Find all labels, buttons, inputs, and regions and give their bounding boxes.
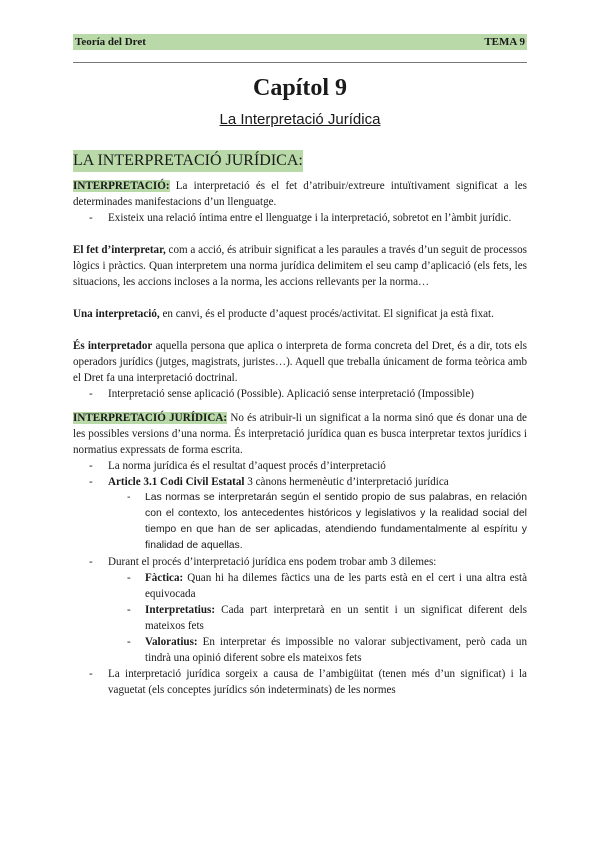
list-item: - Interpretatius: Cada part interpretarà en un sentit i un significat diferent dels mateixos fets <box>108 602 527 634</box>
list-item: - Las normas se interpretarán según el sentido propio de sus palabras, en relación con el contexto, los antecedentes históricos y legislativos y la realidad social del tiempo en que han de ser aplicadas, atendiendo fundamentalmente al espíritu y finalidad de aquellas. <box>108 490 527 554</box>
paragraph-interpretacio-juridica: INTERPRETACIÓ JURÍDICA: No és atribuir-li un significat a la norma sinó que és donar una de les possibles versions d’una norma. És interpretació jurídica quan es busca interpretar textos jurídics i normatius expressats de forma escrita. <box>73 412 527 456</box>
sublist-article <box>108 490 527 554</box>
chapter-subtitle: La Interpretació Jurídica <box>219 111 381 128</box>
header-rule <box>73 62 527 63</box>
term-interpretador: És interpretador <box>73 340 153 352</box>
paragraph-interpretacio: INTERPRETACIÓ: La interpretació és el fet d’atribuir/extreure intuïtivament significat a les determinades manifestacions d’un llenguatge. <box>73 180 527 208</box>
list-item: - Durant el procés d’interpretació jurídica ens podem trobar amb 3 dilemes: - Fàctica: Quan hi ha dilemes fàctics una de les parts està en el cert i una altra està equivocada - Interpretatius: Cada part interpretarà en un sentit i un significat diferent dels mateixos fets - Valoratius: En interpretar és impossible no valorar subjectivament, però cada un tindrà una opinió diferent sobre els mateixos fets <box>73 554 527 666</box>
term-interpretacio: INTERPRETACIÓ: <box>73 180 170 192</box>
header-left: Teoría del Dret <box>75 36 146 48</box>
list-interpretador <box>73 386 527 402</box>
list-interpretacio-juridica <box>73 458 527 698</box>
chapter-title: Capítol 9 <box>252 75 347 101</box>
list-item: - La norma jurídica és el resultat d’aquest procés d’interpretació <box>73 458 527 474</box>
paragraph-interpretador: És interpretador aquella persona que aplica o interpreta de forma concreta del Dret, és a dir, tots els operadors jurídics (jutges, magistrats, juristes…). Aquell que treballa únicament de forma teòrica amb el Dret fa una interpretació doctrinal. <box>73 340 527 384</box>
list-item: - Existeix una relació íntima entre el llenguatge i la interpretació, sobretot en l’àmbit jurídic. <box>73 210 527 226</box>
term-una-interpretacio: Una interpretació, <box>73 308 160 320</box>
sublist-dilemes <box>108 570 527 666</box>
term-interpretacio-juridica: INTERPRETACIÓ JURÍDICA: <box>73 412 228 424</box>
list-interpretacio <box>73 210 527 226</box>
list-item: - Valoratius: En interpretar és impossible no valorar subjectivament, però cada un tindrà una opinió diferent sobre els mateixos fets <box>108 634 527 666</box>
list-item: - Fàctica: Quan hi ha dilemes fàctics una de les parts està en el cert i una altra està equivocada <box>108 570 527 602</box>
list-item: - Interpretació sense aplicació (Possible). Aplicació sense interpretació (Impossible) <box>73 386 527 402</box>
term-fet-interpretar: El fet d’interpretar, <box>73 244 166 256</box>
paragraph-una-interpretacio: Una interpretació, en canvi, és el producte d’aquest procés/activitat. El significat ja està fixat. <box>73 308 494 320</box>
list-item: - La interpretació jurídica sorgeix a causa de l’ambigüitat (tenen més d’un significat) i la vaguetat (els conceptes jurídics són indeterminats) de les normes <box>73 666 527 698</box>
section-title: LA INTERPRETACIÓ JURÍDICA: <box>73 150 303 172</box>
header-right: TEMA 9 <box>484 36 525 48</box>
document-body <box>73 150 527 698</box>
paragraph-fet-interpretar: El fet d’interpretar, com a acció, és atribuir significat a les paraules a través d’un seguit de processos lògics i pràctics. Quan interpretem una norma jurídica delimitem el seu camp d’aplicació (els fets, les situacions, les accions incloses a la norma, les accions rellevants per la norma… <box>73 244 527 288</box>
page-header <box>73 34 527 50</box>
list-item: - Article 3.1 Codi Civil Estatal 3 cànons hermenèutic d’interpretació jurídica - Las normas se interpretarán según el sentido propio de sus palabras, en relación con el contexto, los antecedentes históricos y legislativos y la realidad social del tiempo en que han de ser aplicadas, atendiendo fundamentalmente al espíritu y finalidad de aquellas. <box>73 474 527 554</box>
